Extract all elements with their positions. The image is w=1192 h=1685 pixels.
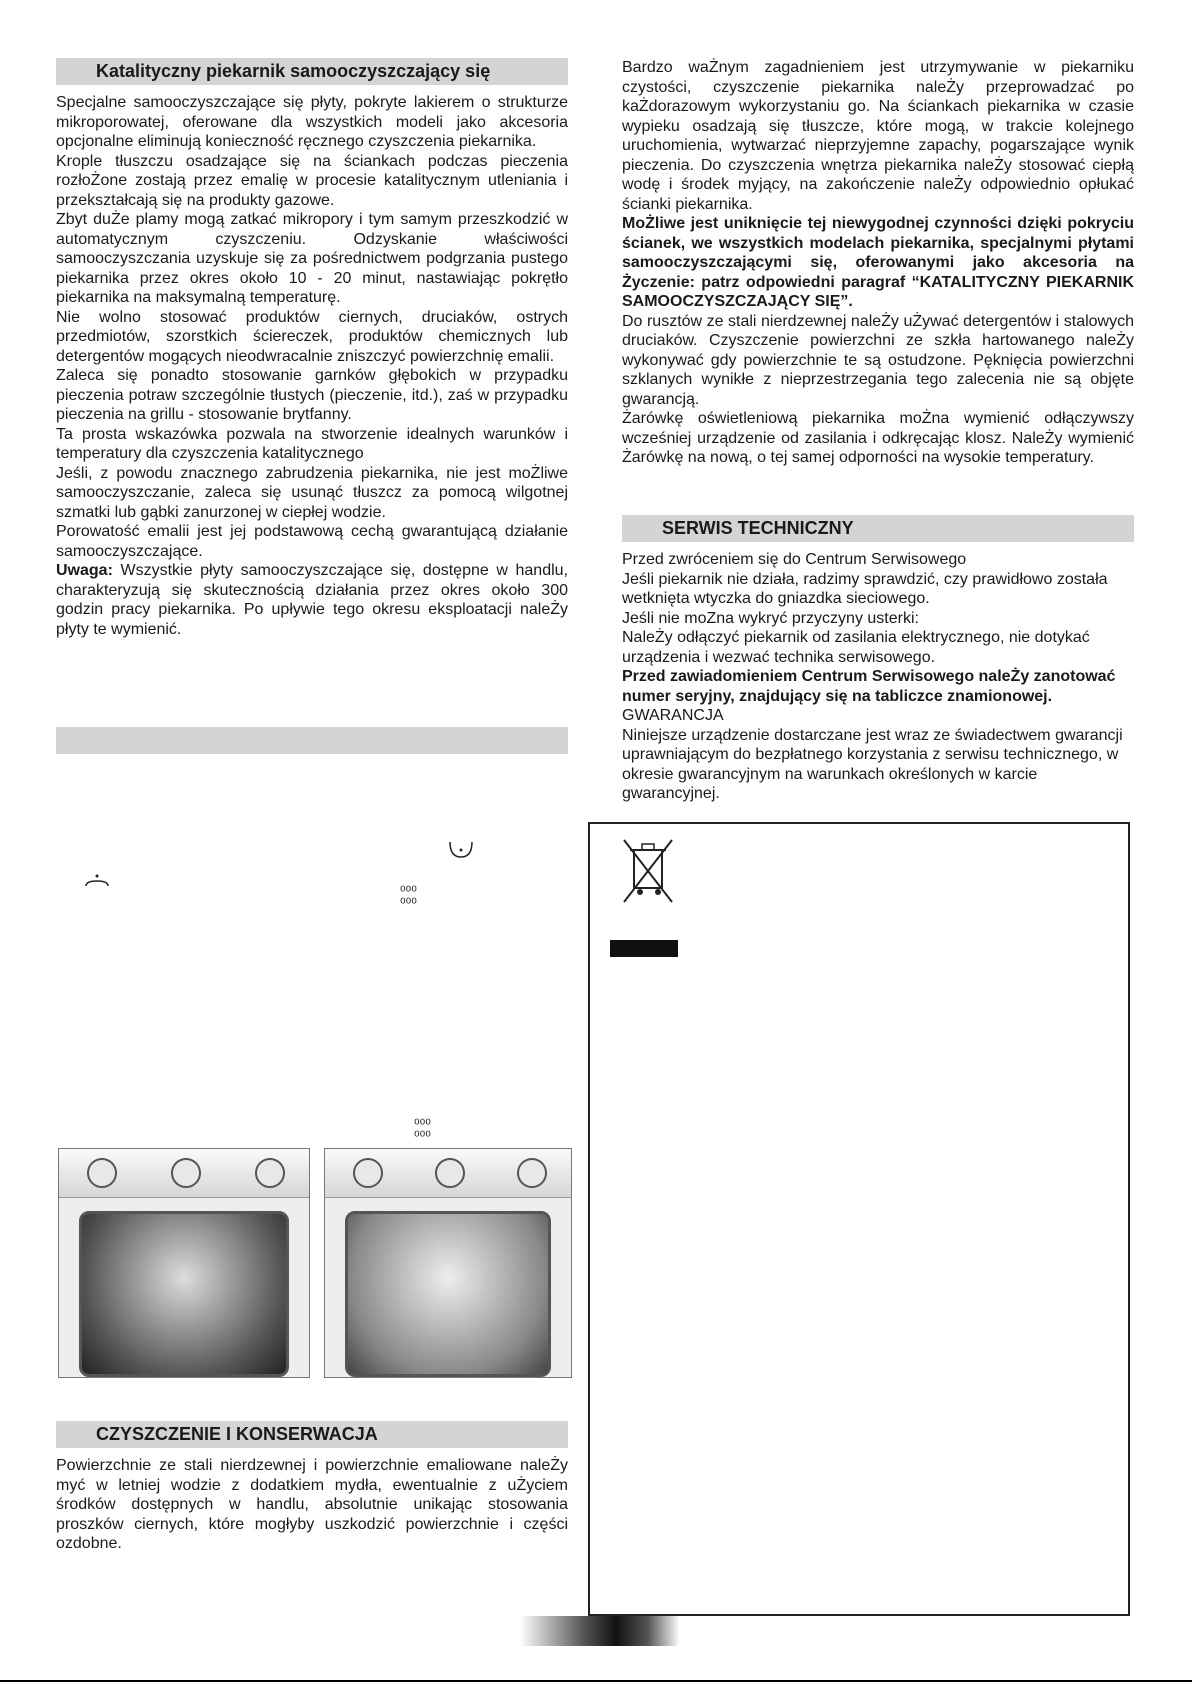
steam-icon: ⁰⁰⁰ ⁰⁰⁰ [414, 1116, 431, 1144]
oven-illustration-steam [324, 1148, 572, 1378]
warranty-label: GWARANCJA [622, 707, 724, 724]
left-column [56, 58, 568, 639]
paragraph: Powierzchnie ze stali nierdzewnej i powierzchnie emaliowane naleŻy myć w letniej wodzie z dodatkiem mydła, ewentualnie z uŻyciem środków dostępnych w handlu, absolutnie unikając stosowania proszków ciernych, które mogłyby uszkodzić powierzchnie i części ozdobne. [56, 1457, 568, 1552]
oven-illustration-water [58, 1148, 310, 1378]
weee-bar [610, 940, 678, 957]
page-footer-tab [520, 1616, 680, 1646]
paragraph: Bardzo waŻnym zagadnieniem jest utrzymywanie w piekarniku czystości, czyszczenie piekarnika naleŻy przeprowadzać po kaŻdorazowym wykorzystaniu go. Na ściankach piekarnika w czasie wypieku osadzają się tłuszcze, które mogą, w trakcie kolejnego uruchomienia, wytwarzać nieprzyjemne zapachy, pogarszające wynik pieczenia. Do czyszczenia wnętrza piekarnika naleŻy stosować ciepłą wodę i środek myjący, na zakończenie naleŻy odpowiednio opłukać ścianki piekarnika. [622, 59, 1134, 213]
note-paragraph [56, 561, 568, 639]
paragraph: Zbyt duŻe plamy mogą zatkać mikropory i tym samym przeszkodzić w automatycznym czyszczeniu. Odzyskanie właściwości samooczyszczania uzyskuje się za pośrednictwem podgrzania pustego piekarnika przez okres około 10 - 20 minut, nastawiając pokrętło piekarnika na maksymalną temperaturę. [56, 211, 568, 306]
paragraph: Niniejsze urządzenie dostarczane jest wraz ze świadectwem gwarancji uprawniającym do bezpłatnego korzystania z serwisu technicznego, w okresie gwarancyjnym na warunkach określonych w karcie gwarancyjnej. [622, 726, 1123, 802]
bottom-rule [0, 1680, 1192, 1682]
right-column [622, 58, 1134, 468]
oven-light-icon [448, 840, 474, 860]
paragraph: Krople tłuszczu osadzające się na ściankach podczas pieczenia rozłoŻone zostają przez emalię w procesie katalitycznym utleniania i przekształcają się na produkty gazowe. [56, 152, 568, 209]
paragraph: Jeśli piekarnik nie działa, radzimy sprawdzić, czy prawidłowo została wetknięta wtyczka do gniazdka sieciowego. [622, 570, 1108, 607]
paragraph: Zaleca się ponadto stosowanie garnków głębokich w przypadku pieczenia potraw szczególnie tłustych (pieczenie, itd.), zaś w przypadku pieczenia na grillu - stosowanie brytfanny. [56, 367, 568, 423]
weee-box [588, 822, 1130, 1616]
paragraph: Jeśli nie moZna wykryć przyczyny usterki: [622, 609, 919, 627]
paragraph: Żarówkę oświetleniową piekarnika moŻna wymienić odłączywszy wcześniej urządzenie od zasilania i odkręcając klosz. NaleŻy wymienić Żarówkę na nową, o tej samej odporności na wysokie temperatury. [622, 410, 1134, 466]
cleaning-heading: CZYSZCZENIE I KONSERWACJA [56, 1421, 568, 1448]
oven-light-icon [84, 870, 110, 888]
blank-section-heading [56, 727, 568, 754]
note-label: Uwaga: [56, 562, 113, 579]
paragraph: Ta prosta wskazówka pozwala na stworzenie idealnych warunków i temperatury dla czyszczenia katalitycznego [56, 425, 568, 462]
paragraph: Porowatość emalii jest jej podstawową cechą gwarantującą działanie samooczyszczające. [56, 523, 568, 560]
paragraph: Nie wolno stosować produktów ciernych, druciaków, ostrych przedmiotów, szorstkich ściereczek, produktów chemicznych lub detergentów mogących nieodwracalnie zniszczyć powierzchnię emalii. [56, 308, 568, 365]
note-text: Wszystkie płyty samooczyszczające się, dostępne w handlu, charakteryzują się skutecznością działania przez okres około 300 godzin pracy piekarnika. Po upływie tego okresu eksploatacji naleŻy płyty te wymienić. [56, 562, 568, 638]
paragraph-bold: MoŻliwe jest uniknięcie tej niewygodnej czynności dzięki pokryciu ścianek, we wszystkich modelach piekarnika, specjalnymi płytami samooczyszczającymi się, oferowanymi jako akcesoria na Życzenie: patrz odpowiedni paragraf “KATALITYCZNY PIEKARNIK SAMOOCZYSZCZAJĄCY SIĘ”. [622, 215, 1134, 310]
paragraph: Specjalne samooczyszczające się płyty, pokryte lakierem o strukturze mikroporowatej, oferowane dla wszystkich modeli jako akcesoria opcjonalne eliminują konieczność ręcznego czyszczenia piekarnika. [56, 94, 568, 150]
paragraph: NaleŻy odłączyć piekarnik od zasilania elektrycznego, nie dotykać urządzenia i wezwać technika serwisowego. [622, 629, 1090, 666]
paragraph: Do rusztów ze stali nierdzewnej naleŻy uŻywać detergentów i stalowych druciaków. Czyszczenie powierzchni ze szkła hartowanego naleŻy wykonywać gdy powierzchnie te są ostudzone. Pęknięcia powierzchni szklanych wynikłe z nieprzestrzegania tego zalecenia nie są objęte gwarancją. [622, 312, 1134, 408]
paragraph: Jeśli, z powodu znacznego zabrudzenia piekarnika, nie jest moŻliwe samooczyszczanie, zaleca się usunąć tłuszcz za pomocą wilgotnej szmatki lub gąbki zanurzonej w ciepłej wodzie. [56, 464, 568, 521]
crossed-bin-icon [620, 838, 676, 910]
paragraph: Przed zwróceniem się do Centrum Serwisowego [622, 551, 967, 568]
service-heading: SERWIS TECHNICZNY [622, 515, 1134, 542]
steam-icon: ⁰⁰⁰ ⁰⁰⁰ [400, 883, 417, 911]
catalytic-heading: Katalityczny piekarnik samooczyszczający się [56, 58, 568, 85]
paragraph-bold: Przed zawiadomieniem Centrum Serwisowego naleŻy zanotować numer seryjny, znajdujący się na tabliczce znamionowej. [622, 668, 1116, 705]
